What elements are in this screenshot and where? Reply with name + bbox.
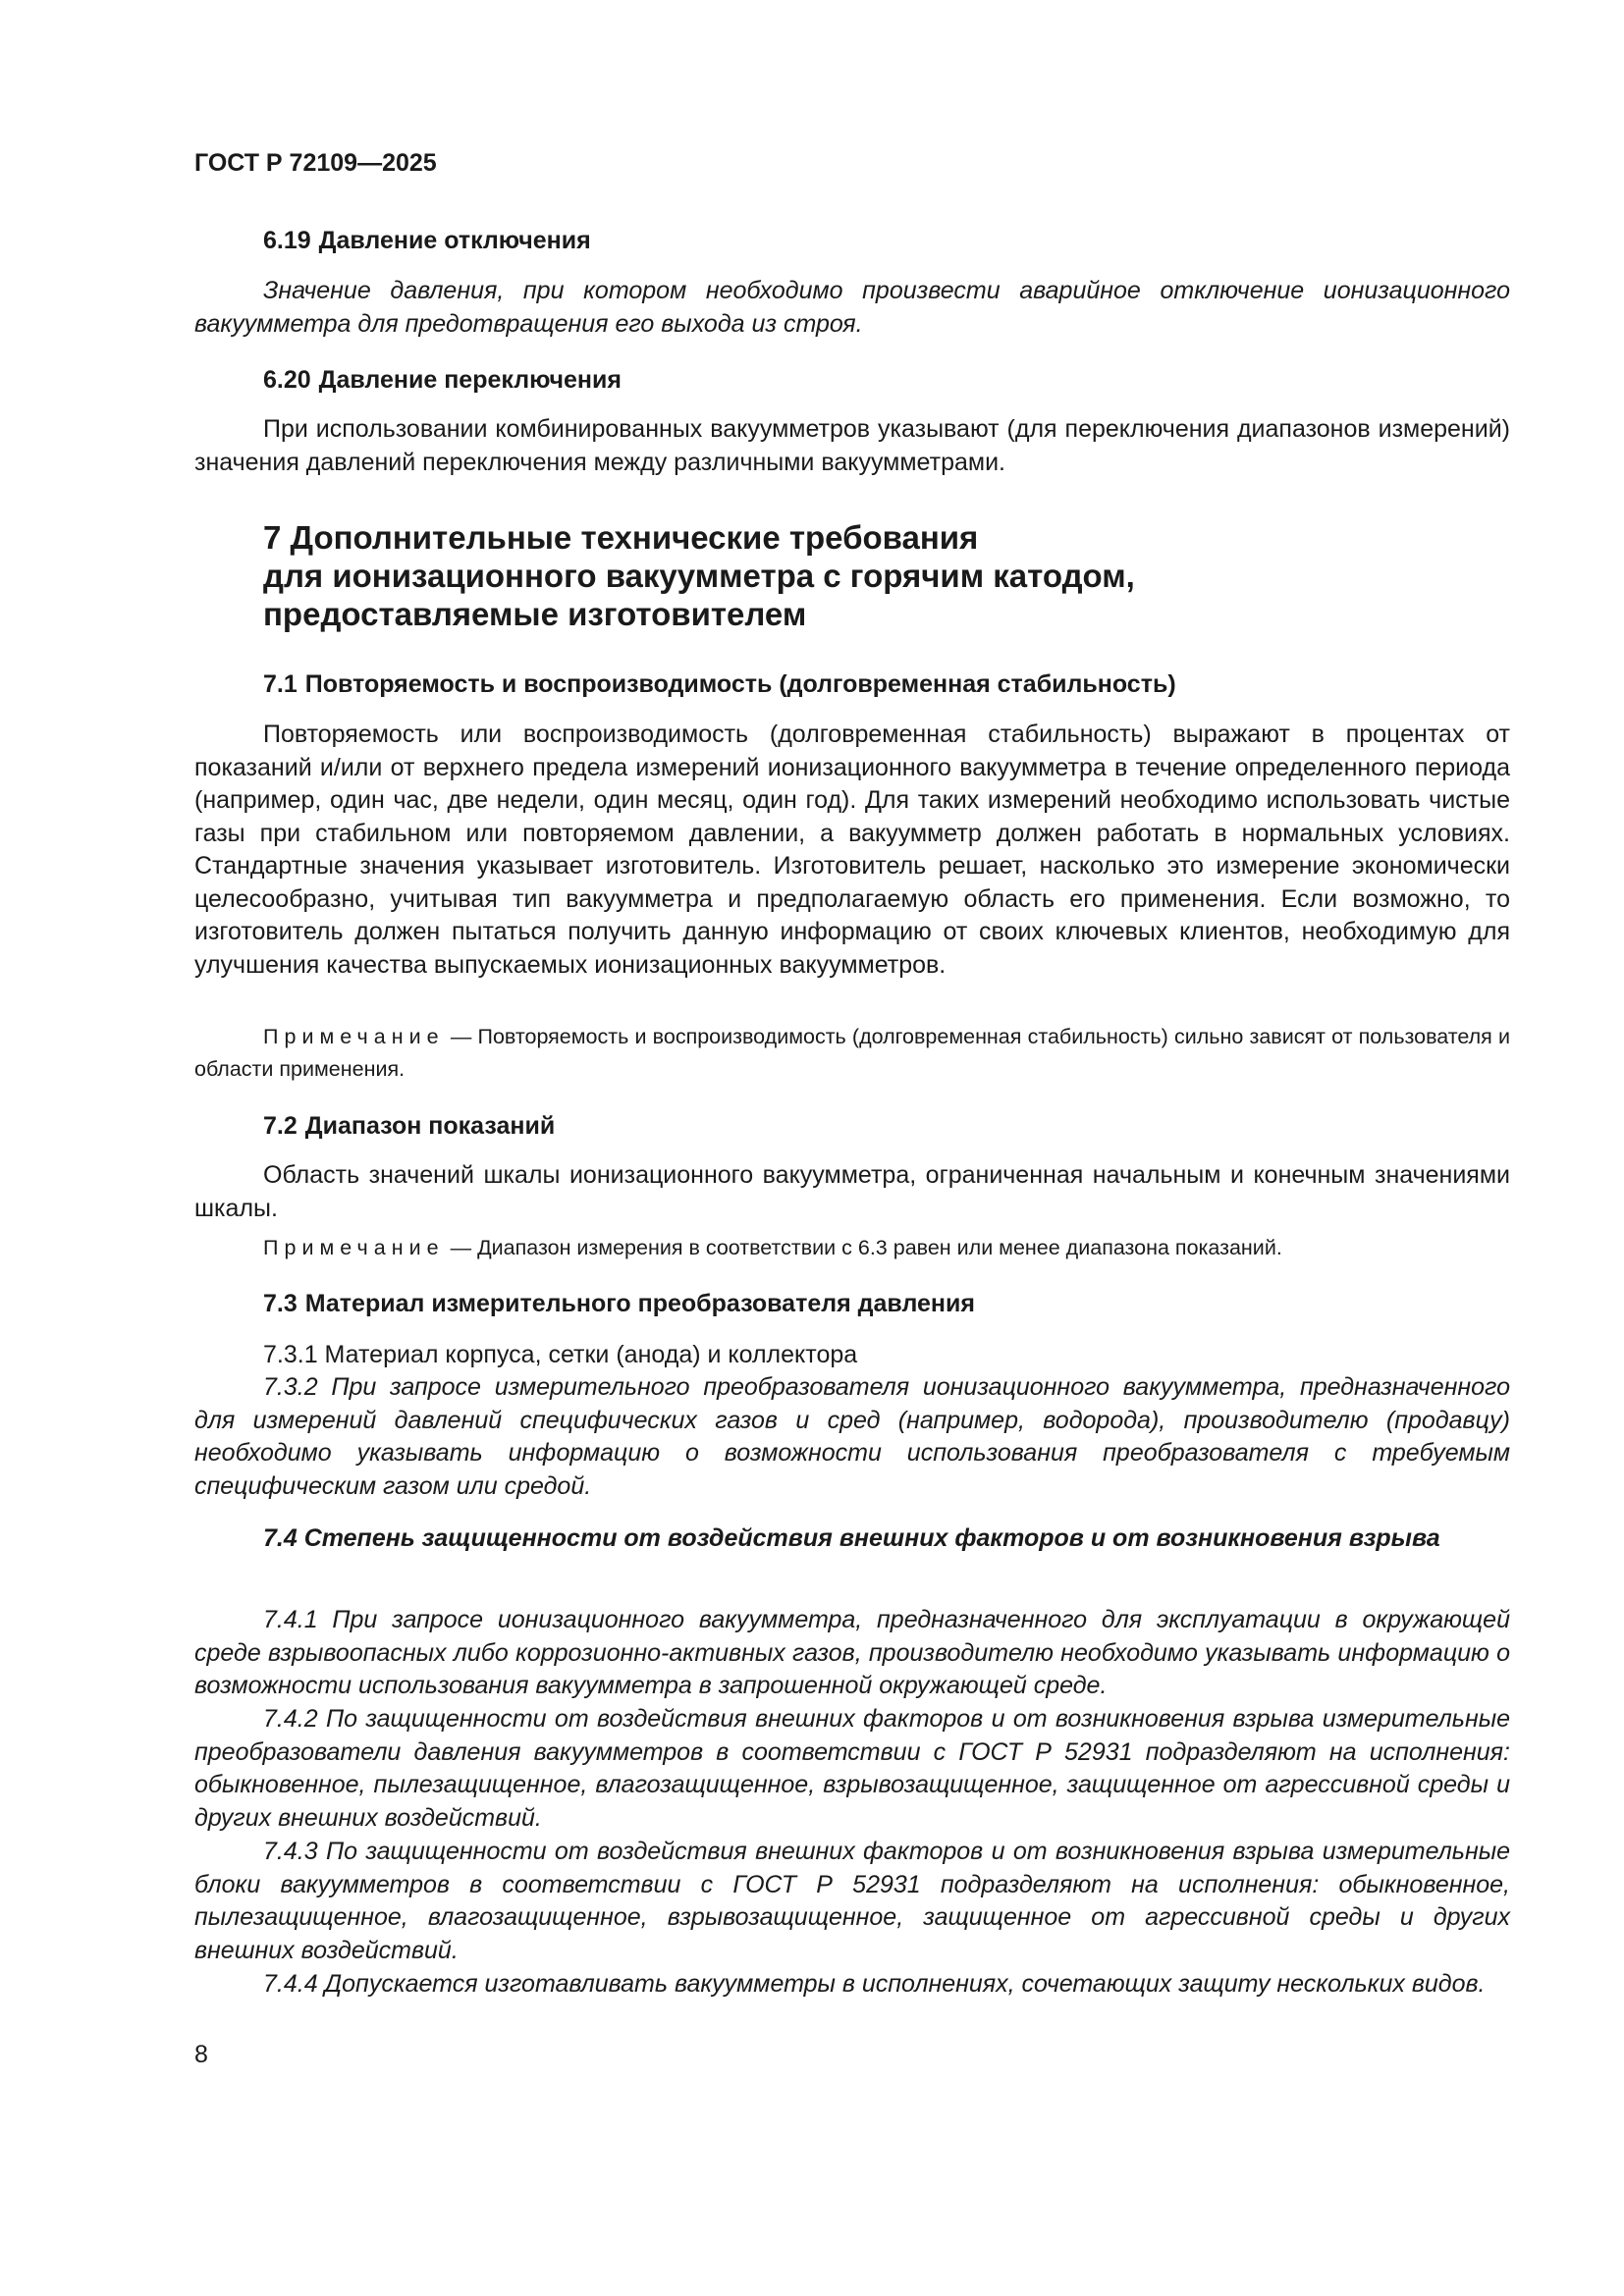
section-7-heading: 7 Дополнительные технические требования для ионизационного вакуумметра с горячим катодом, предоставляемые изготовителем bbox=[263, 519, 1135, 632]
section-7-4-3-text: 7.4.3 По защищенности от воздействия внешних факторов и от возникновения взрыва измерительные блоки вакуумметров в соответствии с ГОСТ Р 52931 подразделяют на исполнения: обыкновенное, пылезащищенное, влагозащищенное, взрывозащищенное, защищенное от агрессивной среды и других внешних воздействий. bbox=[194, 1838, 1510, 1964]
section-7-2-note: Примечание — Диапазон измерения в соответствии с 6.3 равен или менее диапазона показаний. bbox=[263, 1236, 1282, 1259]
section-7-1-text: Повторяемость или воспроизводимость (долговременная стабильность) выражают в процентах от показаний и/или от верхнего предела измерений ионизационного вакуумметра в течение определенного периода (например, один час, две недели, один месяц, один год). Для таких измерений необходимо использовать чистые газы при стабильном или повторяемом давлении, а вакуумметр должен работать в нормальных условиях. Стандартные значения указывает изготовитель. Изготовитель решает, насколько это измерение экономически целесообразно, учитывая тип вакуумметра и предполагаемую область его применения. Если возможно, то изготовитель должен пытаться получить данную информацию от своих ключевых клиентов, необходимую для улучшения качества выпускаемых ионизационных вакуумметров. bbox=[194, 721, 1510, 979]
section-7-1-note: Примечание — Повторяемость и воспроизводимость (долговременная стабильность) сильно зависят от пользователя и области применения. bbox=[194, 1025, 1510, 1081]
section-7-3-1-text: 7.3.1 Материал корпуса, сетки (анода) и коллектора bbox=[263, 1341, 858, 1368]
section-6-19-text: Значение давления, при котором необходимо произвести аварийное отключение ионизационного вакуумметра для предотвращения его выхода из строя. bbox=[194, 277, 1510, 338]
section-7-4-2-text: 7.4.2 По защищенности от воздействия внешних факторов и от возникновения взрыва измерительные преобразователи давления вакуумметров в соответствии с ГОСТ Р 52931 подразделяют на исполнения: обыкновенное, пылезащищенное, влагозащищенное, взрывозащищенное, защищенное от агрессивной среды и других внешних воздействий. bbox=[194, 1705, 1510, 1832]
section-7-2-heading: 7.2 Диапазон показаний bbox=[263, 1112, 556, 1140]
section-7-3-heading: 7.3 Материал измерительного преобразователя давления bbox=[263, 1290, 975, 1317]
section-7-1-heading: 7.1 Повторяемость и воспроизводимость (долговременная стабильность) bbox=[263, 670, 1176, 698]
page-number: 8 bbox=[194, 2041, 208, 2068]
section-7-4-4-text: 7.4.4 Допускается изготавливать вакуумметры в исполнениях, сочетающих защиту нескольких видов. bbox=[263, 1970, 1486, 1998]
section-7-2-text: Область значений шкалы ионизационного вакуумметра, ограниченная начальным и конечным значениями шкалы. bbox=[194, 1161, 1510, 1222]
section-6-19-heading: 6.19 Давление отключения bbox=[263, 227, 591, 254]
section-6-20-heading: 6.20 Давление переключения bbox=[263, 366, 622, 394]
section-6-20-text: При использовании комбинированных вакуумметров указывают (для переключения диапазонов измерений) значения давлений переключения между различными вакуумметрами. bbox=[194, 415, 1510, 476]
section-7-4-heading: 7.4 Степень защищенности от воздействия внешних факторов и от возникновения взрыва bbox=[263, 1524, 1440, 1552]
standard-header: ГОСТ Р 72109—2025 bbox=[194, 149, 437, 177]
section-7-3-2-text: 7.3.2 При запросе измерительного преобразователя ионизационного вакуумметра, предназначенного для измерений давлений специфических газов и сред (например, водорода), производителю (продавцу) необходимо указывать информацию о возможности использования преобразователя с требуемым специфическим газом или средой. bbox=[194, 1373, 1510, 1500]
section-7-4-1-text: 7.4.1 При запросе ионизационного вакуумметра, предназначенного для эксплуатации в окружающей среде взрывоопасных либо коррозионно-активных газов, производителю необходимо указывать информацию о возможности использования вакуумметра в запрошенной окружающей среде. bbox=[194, 1606, 1510, 1699]
